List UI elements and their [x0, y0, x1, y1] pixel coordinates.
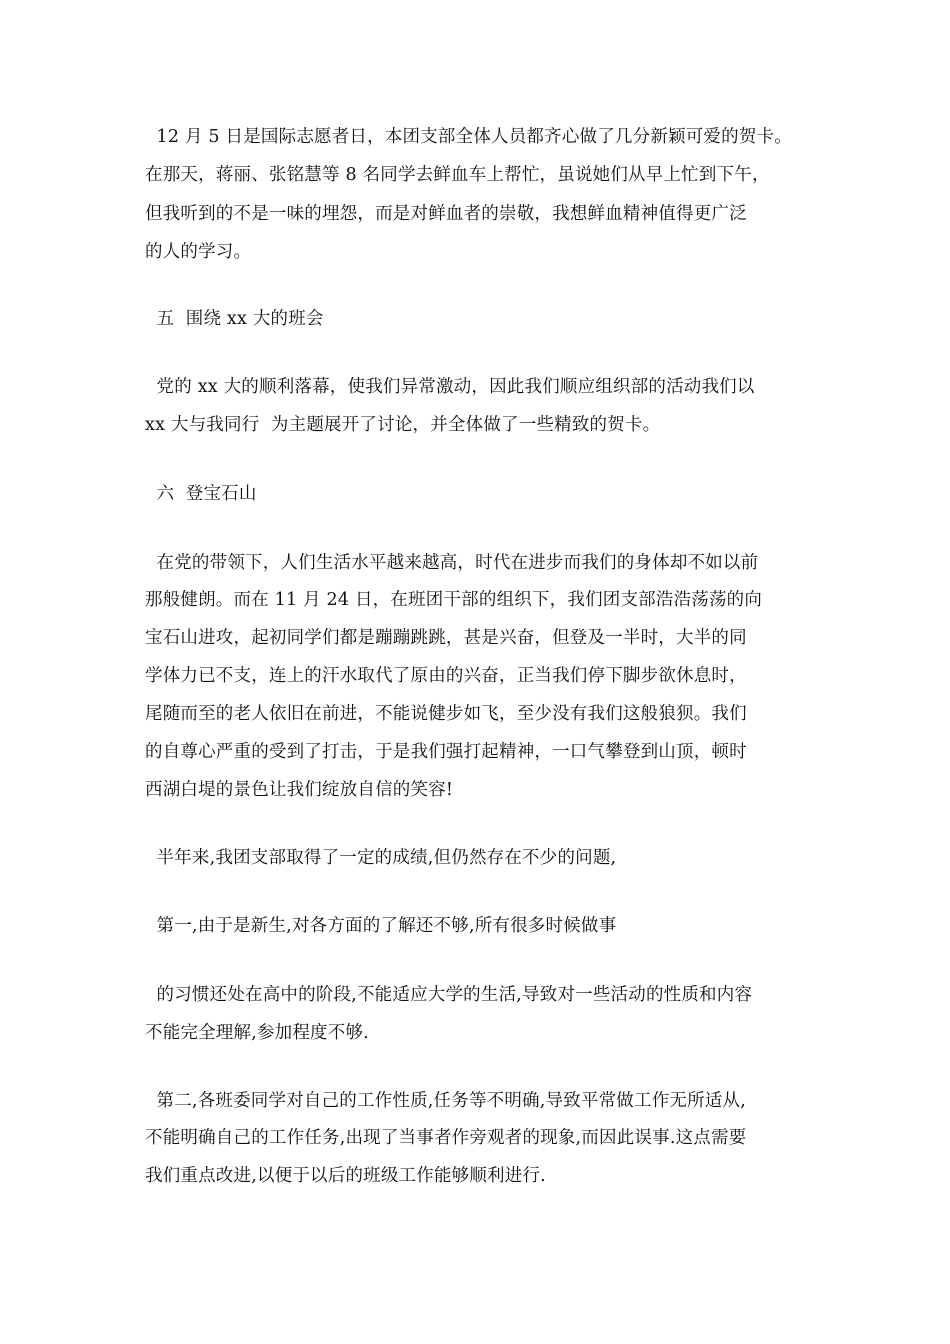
text-line: 12 月 5 日是国际志愿者日，本团支部全体人员都齐心做了几分新颖可爱的贺卡。 [145, 127, 792, 147]
text-line: 的人的学习。 [145, 242, 252, 262]
text-line: 宝石山进攻，起初同学们都是蹦蹦跳跳，甚是兴奋，但登及一半时，大半的同 [145, 628, 747, 648]
section-heading: 五 围绕 xx 大的班会 [145, 309, 324, 329]
text-line: 在那天，蒋丽、张铭慧等 8 名同学去鲜血车上帮忙，虽说她们从早上忙到下午， [145, 165, 770, 185]
text-line: 西湖白堤的景色让我们绽放自信的笑容! [145, 780, 454, 800]
text-line: 第一,由于是新生,对各方面的了解还不够,所有很多时候做事 [145, 916, 617, 936]
text-line: 的自尊心严重的受到了打击，于是我们强打起精神，一口气攀登到山顶，顿时 [145, 742, 747, 762]
text-line: 不能明确自己的工作任务,出现了当事者作旁观者的现象,而因此误事.这点需要 [145, 1128, 747, 1148]
text-line: xx 大与我同行 为主题展开了讨论，并全体做了一些精致的贺卡。 [145, 415, 661, 435]
text-line: 我们重点改进,以便于以后的班级工作能够顺利进行. [145, 1166, 546, 1186]
text-line: 尾随而至的老人依旧在前进，不能说健步如飞，至少没有我们这般狼狈。我们 [145, 704, 747, 724]
text-line: 不能完全理解,参加程度不够. [145, 1023, 369, 1043]
text-line: 党的 xx 大的顺利落幕，使我们异常激动，因此我们顺应组织部的活动我们以 [145, 377, 755, 397]
text-line: 第二,各班委同学对自己的工作性质,任务等不明确,导致平常做工作无所适从, [145, 1091, 746, 1111]
text-line: 在党的带领下，人们生活水平越来越高，时代在进步而我们的身体却不如以前 [145, 553, 759, 573]
text-line: 的习惯还处在高中的阶段,不能适应大学的生活,导致对一些活动的性质和内容 [145, 985, 753, 1005]
text-line: 学体力已不支，连上的汗水取代了原由的兴奋，正当我们停下脚步欲休息时， [145, 666, 747, 686]
text-line: 半年来,我团支部取得了一定的成绩,但仍然存在不少的问题, [145, 848, 617, 868]
text-line: 那般健朗。而在 11 月 24 日，在班团干部的组织下，我们团支部浩浩荡荡的向 [145, 590, 763, 610]
section-heading: 六 登宝石山 [145, 484, 257, 504]
text-line: 但我听到的不是一味的埋怨，而是对鲜血者的崇敬，我想鲜血精神值得更广泛 [145, 204, 747, 224]
